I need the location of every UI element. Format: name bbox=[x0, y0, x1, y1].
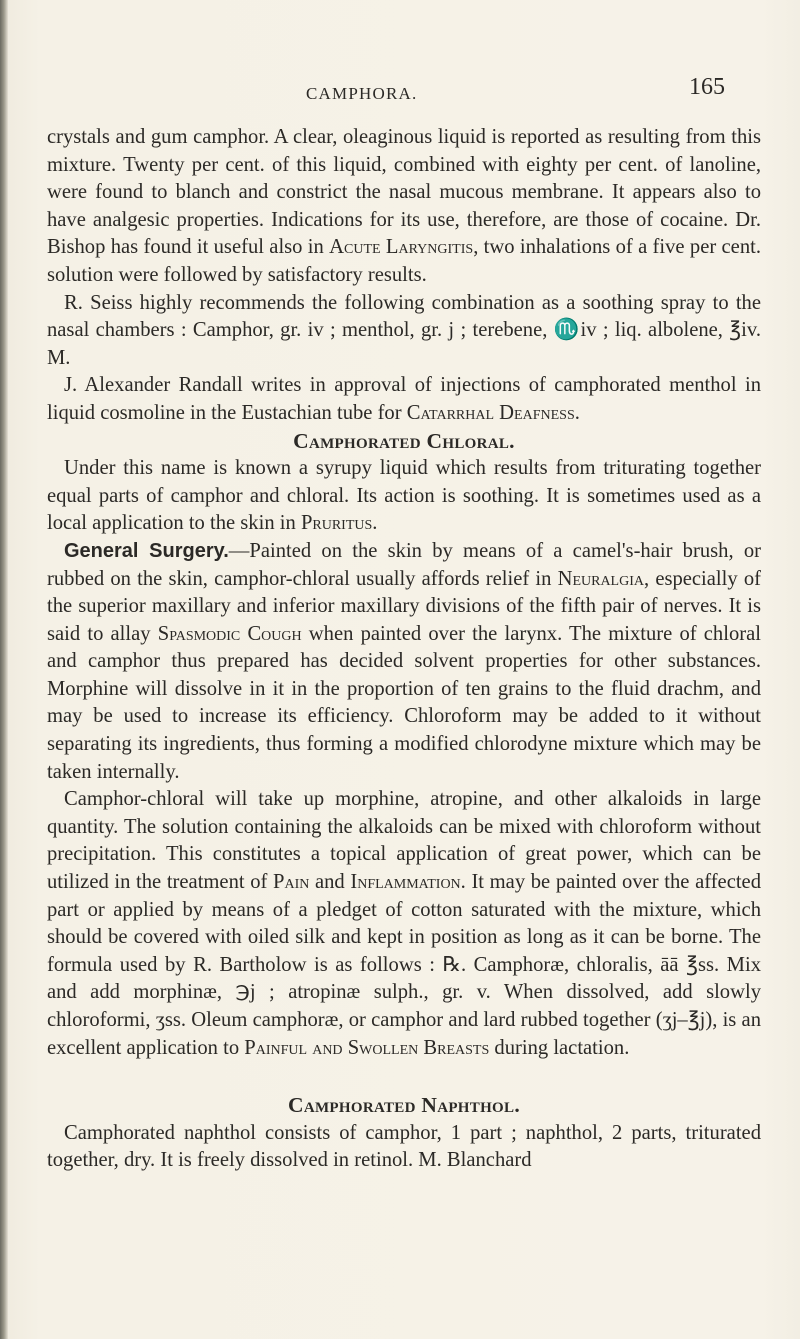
term-neuralgia: Neuralgia bbox=[557, 567, 644, 590]
text-run: , especially of the superior maxillary and inferior maxillary divisions of the fifth pair of nerves. It is said to allay bbox=[47, 567, 761, 645]
paragraph-general-surgery bbox=[47, 538, 761, 786]
text-run: Under this name is known a syrupy liquid which results from triturating together equal parts of camphor and chloral. Its action is soothing. It is sometimes used as a local application to the skin in bbox=[47, 457, 761, 535]
paragraph-camphorated-naphthol: Camphorated naphthol consists of camphor, 1 part ; naphthol, 2 parts, triturated together, dry. It is freely dissolved in retinol. M. Blanchard bbox=[47, 1121, 761, 1172]
paragraph-camphor-chloral-alkaloids bbox=[47, 786, 761, 1062]
term-inflammation: Inflammation bbox=[350, 871, 461, 894]
text-run: crystals and gum camphor. A clear, oleaginous liquid is reported as resulting from this mixture. Twenty per cent. of this liquid, combined with eighty per cent. of lanoline, were found to blanch and constrict the nasal mucous membrane. It appears also to have analgesic properties. Indications for its use, therefore, are those of cocaine. Dr. Bishop has found it useful also in bbox=[47, 126, 761, 259]
section-heading-camphorated-chloral: Camphorated Chloral. bbox=[293, 428, 515, 453]
paragraph-randall bbox=[47, 372, 761, 427]
text-run: Camphor-chloral will take up morphine, atropine, and other alkaloids in large quantity. The solution containing the alkaloids can be mixed with chloroform without precipitation. This constitutes a topical application of great power, which can be utilized in the treatment of bbox=[47, 788, 761, 894]
paragraph-seiss-formula: R. Seiss highly recommends the following combination as a soothing spray to the nasal chambers : Camphor, gr. iv ; menthol, gr. j ; terebene, ♏iv ; liq. albolene, ℥iv. M. bbox=[47, 291, 761, 369]
binding-edge bbox=[0, 0, 8, 1339]
body-text bbox=[47, 124, 761, 1175]
paragraph-camphorated-chloral bbox=[47, 455, 761, 538]
text-run: , two inhalations of a five per cent. solution were followed by satisfactory results. bbox=[47, 236, 761, 286]
text-run: J. Alexander Randall writes in approval of injections of camphorated menthol in liquid cosmoline in the Eustachian tube for bbox=[47, 374, 761, 424]
term-acute-laryngitis: Acute Laryngitis bbox=[329, 236, 474, 259]
run-in-heading-general-surgery: General Surgery. bbox=[64, 539, 229, 562]
text-run: . It may be painted over the affected part or applied by means of a pledget of cotton saturated with the mixture, which should be covered with oiled silk and kept in position as long as it can be borne. The formula used by R. Bartholow is as follows : ℞. Camphoræ, chloralis, āā ℥ss. Mix and add morphinæ, ℈j ; atropinæ sulph., gr. v. When dissolved, add slowly chloroformi, ʒss. Oleum camphoræ, or camphor and lard rubbed together (ʒj–℥j), is an excellent application to bbox=[47, 871, 761, 1059]
term-pain: Pain bbox=[273, 871, 310, 894]
paragraph-continuation bbox=[47, 124, 761, 290]
running-head: CAMPHORA. bbox=[306, 84, 418, 103]
text-run: when painted over the larynx. The mixture of chloral and camphor thus prepared has decided solvent properties for other substances. Morphine will dissolve in it in the proportion of ten grains to the fluid drachm, and may be used to increase its efficiency. Chloroform may be added to it without separating its ingredients, thus forming a modified chlorodyne mixture which may be taken internally. bbox=[47, 622, 761, 783]
text-run: —Painted on the skin by means of a camel's-hair brush, or rubbed on the skin, camphor-chloral usually affords relief in bbox=[47, 539, 761, 590]
section-heading-camphorated-naphthol: Camphorated Naphthol. bbox=[288, 1093, 520, 1118]
page-number: 165 bbox=[689, 74, 725, 100]
term-painful-swollen-breasts: Painful and Swollen Breasts bbox=[244, 1036, 490, 1059]
term-catarrhal-deafness: Catarrhal Deafness. bbox=[406, 401, 580, 424]
text-run: during lactation. bbox=[489, 1036, 630, 1059]
text-run: and bbox=[309, 871, 351, 894]
term-pruritus: Pruritus. bbox=[300, 512, 378, 535]
term-spasmodic-cough: Spasmodic Cough bbox=[157, 622, 302, 645]
